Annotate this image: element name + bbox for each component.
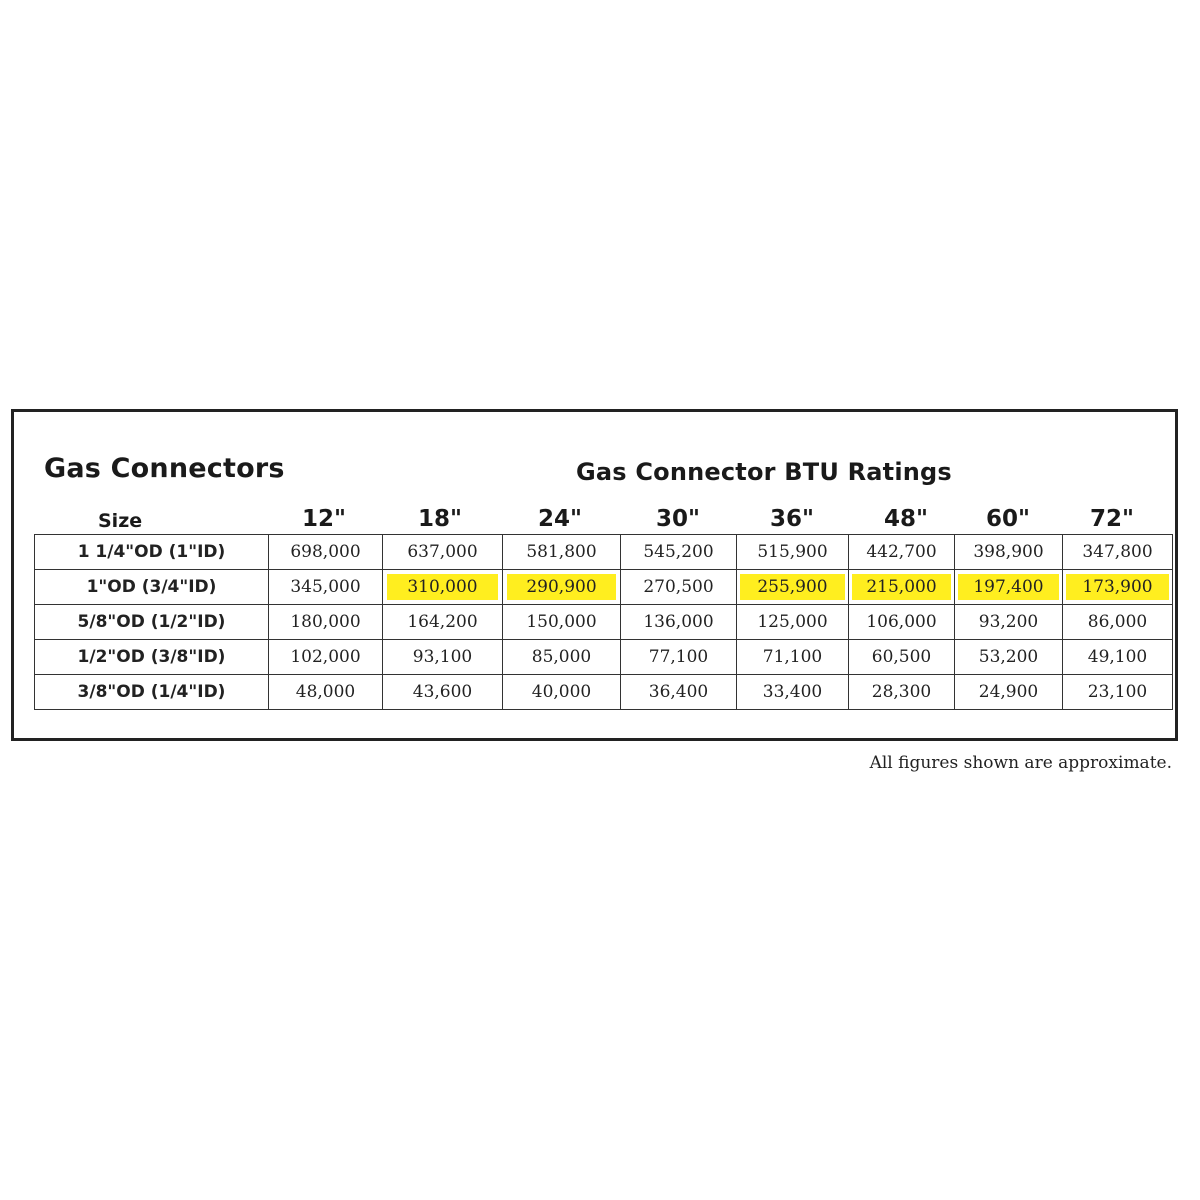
btu-cell [383, 535, 503, 570]
btu-cell [383, 570, 503, 605]
btu-cell [621, 640, 737, 675]
btu-value: 60,500 [871, 647, 932, 667]
row-size-label: 1"OD (3/4"ID) [35, 570, 269, 605]
btu-value: 637,000 [407, 542, 478, 562]
btu-value: 125,000 [757, 612, 828, 632]
btu-cell [955, 675, 1063, 710]
btu-cell [503, 605, 621, 640]
btu-cell [737, 675, 849, 710]
btu-cell [503, 535, 621, 570]
btu-cell [503, 570, 621, 605]
column-header: 24" [538, 506, 582, 532]
table-row [35, 535, 1173, 570]
btu-value: 270,500 [643, 577, 714, 597]
btu-cell [955, 640, 1063, 675]
btu-cell [1063, 675, 1173, 710]
row-size-label: 1 1/4"OD (1"ID) [35, 535, 269, 570]
table-row [35, 570, 1173, 605]
btu-value: 40,000 [531, 682, 592, 702]
btu-table [34, 534, 1173, 710]
btu-cell [269, 570, 383, 605]
btu-value: 164,200 [407, 612, 478, 632]
btu-value: 53,200 [978, 647, 1039, 667]
btu-value: 150,000 [526, 612, 597, 632]
btu-cell [269, 535, 383, 570]
row-size-label: 1/2"OD (3/8"ID) [35, 640, 269, 675]
btu-value: 255,900 [740, 574, 844, 600]
btu-cell [1063, 605, 1173, 640]
btu-cell [621, 535, 737, 570]
btu-value: 93,100 [412, 647, 473, 667]
btu-cell [621, 675, 737, 710]
row-size-label: 3/8"OD (1/4"ID) [35, 675, 269, 710]
btu-value: 93,200 [978, 612, 1039, 632]
column-header: 12" [302, 506, 346, 532]
row-size-label: 5/8"OD (1/2"ID) [35, 605, 269, 640]
table-row [35, 640, 1173, 675]
btu-cell [737, 640, 849, 675]
btu-value: 77,100 [648, 647, 709, 667]
table-row [35, 605, 1173, 640]
btu-value: 102,000 [290, 647, 361, 667]
btu-cell [269, 605, 383, 640]
btu-cell [849, 605, 955, 640]
btu-value: 36,400 [648, 682, 709, 702]
btu-value: 345,000 [290, 577, 361, 597]
btu-cell [737, 570, 849, 605]
btu-value: 180,000 [290, 612, 361, 632]
btu-cell [737, 605, 849, 640]
btu-cell [621, 570, 737, 605]
btu-cell [383, 675, 503, 710]
btu-cell [849, 640, 955, 675]
btu-value: 136,000 [643, 612, 714, 632]
btu-cell [269, 640, 383, 675]
btu-value: 49,100 [1087, 647, 1148, 667]
btu-value: 86,000 [1087, 612, 1148, 632]
btu-ratings-panel [11, 409, 1178, 741]
btu-cell [849, 570, 955, 605]
btu-value: 23,100 [1087, 682, 1148, 702]
btu-value: 173,900 [1066, 574, 1168, 600]
btu-value: 515,900 [757, 542, 828, 562]
btu-value: 215,000 [852, 574, 951, 600]
btu-cell [955, 570, 1063, 605]
btu-value: 28,300 [871, 682, 932, 702]
column-header: 30" [656, 506, 700, 532]
btu-cell [955, 535, 1063, 570]
btu-value: 33,400 [762, 682, 823, 702]
btu-value: 347,800 [1082, 542, 1153, 562]
btu-value: 48,000 [295, 682, 356, 702]
btu-value: 197,400 [958, 574, 1059, 600]
table-title: Gas Connector BTU Ratings [576, 458, 952, 486]
btu-cell [503, 675, 621, 710]
column-header: 36" [770, 506, 814, 532]
btu-value: 290,900 [507, 574, 617, 600]
btu-cell [737, 535, 849, 570]
btu-cell [1063, 640, 1173, 675]
column-header: 72" [1090, 506, 1134, 532]
btu-cell [849, 535, 955, 570]
btu-value: 71,100 [762, 647, 823, 667]
btu-cell [1063, 535, 1173, 570]
btu-value: 442,700 [866, 542, 937, 562]
btu-value: 398,900 [973, 542, 1044, 562]
btu-value: 85,000 [531, 647, 592, 667]
btu-value: 698,000 [290, 542, 361, 562]
btu-cell [383, 640, 503, 675]
table-row [35, 675, 1173, 710]
btu-cell [621, 605, 737, 640]
btu-cell [1063, 570, 1173, 605]
btu-value: 310,000 [387, 574, 499, 600]
column-header: 18" [418, 506, 462, 532]
btu-cell [849, 675, 955, 710]
footnote: All figures shown are approximate. [869, 753, 1172, 773]
btu-value: 43,600 [412, 682, 473, 702]
btu-value: 545,200 [643, 542, 714, 562]
btu-value: 24,900 [978, 682, 1039, 702]
btu-cell [955, 605, 1063, 640]
size-column-label: Size [98, 510, 143, 532]
page-title: Gas Connectors [44, 453, 285, 484]
btu-cell [269, 675, 383, 710]
column-header: 60" [986, 506, 1030, 532]
btu-cell [503, 640, 621, 675]
column-header: 48" [884, 506, 928, 532]
btu-value: 106,000 [866, 612, 937, 632]
btu-cell [383, 605, 503, 640]
btu-value: 581,800 [526, 542, 597, 562]
